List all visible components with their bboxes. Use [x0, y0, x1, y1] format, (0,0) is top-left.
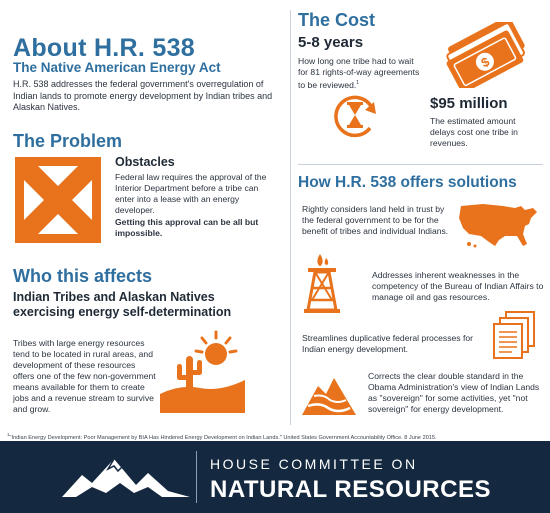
svg-text:$: $ [478, 53, 492, 71]
column-divider [290, 10, 291, 425]
x-icon [13, 155, 103, 245]
problem-heading: The Problem [13, 131, 123, 151]
problem-emphasis: Getting this approval can be all but impossible. [115, 217, 259, 238]
mountains-logo-icon [62, 453, 190, 499]
about-description: H.R. 538 addresses the federal government's overregulation of Indian lands to promote energy development by Indian tribes and Alaskan Natives. [13, 79, 273, 112]
footer-line1: HOUSE COMMITTEE ON [210, 456, 418, 472]
solution-item: Rightly considers land held in trust by the federal government to be for the benefit of tribes and individual Indians. [302, 204, 449, 236]
solution-item: Corrects the clear double standard in the Obama Administration's view of Indian Lands as "sovereign" for some activities, yet "not sovereign" for energy development. [368, 371, 540, 414]
us-map-icon [455, 200, 540, 250]
mountain-icon [300, 372, 358, 417]
footnote: $^1$"Indian Energy Development: Poor Management by BIA Has Hindered Energy Development on Indian Lands." United States Government Accountability Office. 8 June 2015. [7, 432, 437, 441]
who-heading: Who this affects [13, 266, 153, 286]
cost-years-text: How long one tribe had to wait for 81 rights-of-way agreements to be reviewed.$^1$ [298, 56, 420, 90]
footer-banner [0, 441, 550, 513]
documents-icon [492, 310, 537, 360]
cost-years: 5-8 years [298, 34, 364, 51]
footer-line2: NATURAL RESOURCES [210, 476, 491, 503]
footnote-marker: 1 [356, 80, 360, 86]
page-title: About H.R. 538 [13, 34, 195, 62]
oil-derrick-icon [302, 252, 342, 314]
footnote-marker: 1 [7, 432, 10, 437]
who-text: Tribes with large energy resources tend to be located in rural areas, and development of these resources offers one of the few non-government means available for them to create jobs and a revenue stream to survive and grow. [13, 338, 156, 414]
solution-item: Addresses inherent weaknesses in the competency of the Bureau of Indian Affairs to manage oil and gas resources. [372, 270, 544, 302]
cost-amount-text: The estimated amount delays cost one tribe in revenues. [430, 116, 518, 148]
problem-text: Federal law requires the approval of the Interior Department before a tribe can enter into a lease with an energy developer. [115, 172, 267, 215]
solutions-heading: How H.R. 538 offers solutions [298, 174, 517, 191]
cost-heading: The Cost [298, 10, 376, 30]
solution-item: Streamlines duplicative federal processes for Indian energy development. [302, 333, 474, 354]
page-subtitle: The Native American Energy Act [13, 60, 221, 75]
problem-subheading: Obstacles [115, 155, 175, 169]
cost-amount: $95 million [430, 95, 508, 112]
footer-divider [196, 451, 197, 503]
who-subheading: Indian Tribes and Alaskan Natives exercising energy self-determination [13, 290, 232, 319]
desert-sun-cactus-icon [160, 328, 245, 413]
hourglass-icon [330, 90, 380, 140]
section-divider [298, 164, 543, 165]
money-icon [437, 22, 537, 88]
